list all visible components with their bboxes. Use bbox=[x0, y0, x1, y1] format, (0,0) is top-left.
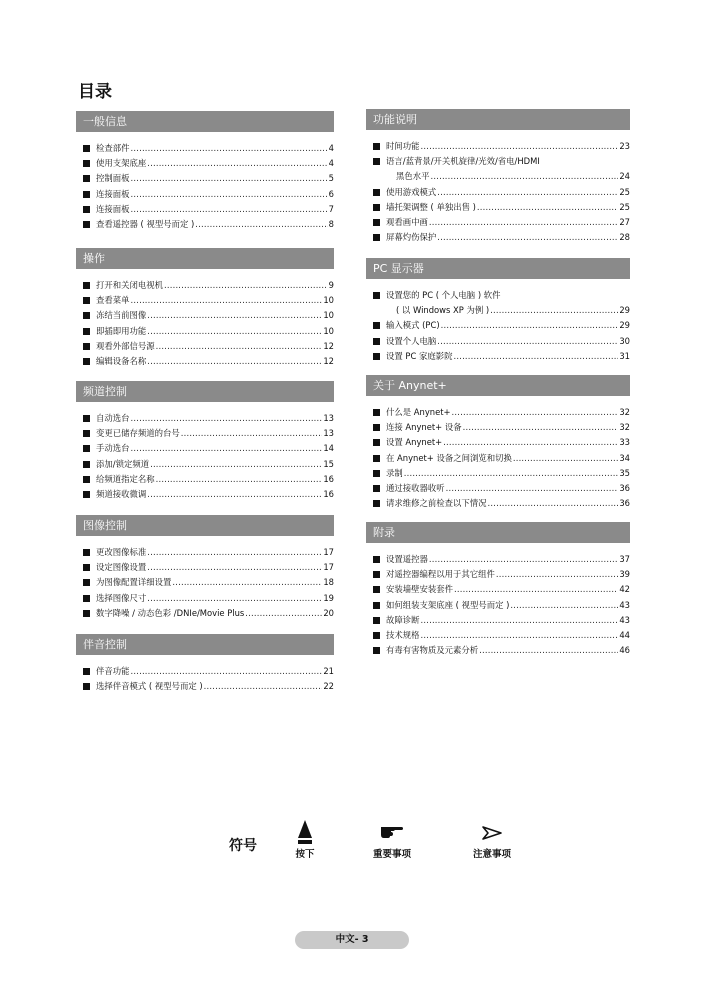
toc-entry[interactable] bbox=[386, 200, 630, 215]
square-bullet-icon bbox=[373, 189, 380, 196]
dot-leader bbox=[479, 643, 618, 658]
toc-list bbox=[386, 139, 630, 245]
toc-entry-title: 如何组装支架底座 ( 视型号而定 ) bbox=[386, 599, 510, 610]
dot-leader bbox=[147, 591, 322, 606]
toc-entry-page: 36 bbox=[619, 498, 630, 509]
square-bullet-icon bbox=[83, 476, 90, 483]
toc-entry-title: 设置 Anynet+ bbox=[386, 437, 443, 448]
toc-entry-page: 21 bbox=[323, 666, 334, 676]
dot-leader bbox=[477, 200, 618, 215]
toc-entry[interactable] bbox=[96, 487, 334, 502]
toc-entry-title: 给频道指定名称 bbox=[96, 473, 155, 484]
toc-entry-page: 32 bbox=[619, 422, 630, 433]
square-bullet-icon bbox=[373, 322, 380, 329]
toc-entry-title: 使用支架底座 bbox=[96, 158, 147, 169]
dot-leader bbox=[446, 481, 619, 496]
square-bullet-icon bbox=[373, 571, 380, 578]
press-label: 按下 bbox=[295, 849, 315, 860]
toc-entry[interactable] bbox=[386, 349, 630, 364]
dot-leader bbox=[147, 487, 322, 502]
toc-entry[interactable] bbox=[96, 545, 334, 560]
toc-entry-title: 自动选台 bbox=[96, 413, 130, 423]
toc-entry-page: 46 bbox=[619, 645, 630, 656]
toc-entry-title: 时间功能 bbox=[386, 141, 420, 151]
dot-leader bbox=[421, 139, 619, 154]
toc-entry[interactable] bbox=[96, 426, 334, 441]
square-bullet-icon bbox=[373, 586, 380, 593]
toc-entry-page: 17 bbox=[323, 547, 334, 557]
dot-leader bbox=[131, 141, 328, 156]
square-bullet-icon bbox=[373, 485, 380, 492]
toc-entry-title: 添加/锁定频道 bbox=[96, 458, 150, 469]
square-bullet-icon bbox=[83, 461, 90, 468]
toc-entry-page: 25 bbox=[619, 186, 630, 197]
toc-entry[interactable] bbox=[96, 411, 334, 426]
toc-entry-page: 29 bbox=[619, 305, 630, 316]
toc-entry-title: 什么是 Anynet+ bbox=[386, 407, 451, 417]
toc-entry-page: 10 bbox=[323, 295, 334, 306]
toc-entry-page: 23 bbox=[619, 141, 630, 151]
toc-entry-page: 16 bbox=[323, 473, 334, 484]
toc-entry-title: 观看外部信号源 bbox=[96, 340, 155, 351]
square-bullet-icon bbox=[373, 219, 380, 226]
square-bullet-icon bbox=[83, 221, 90, 228]
dot-leader bbox=[172, 575, 322, 590]
toc-entry[interactable] bbox=[386, 628, 630, 643]
toc-entry-title: 设置遥控器 bbox=[386, 554, 428, 564]
toc-entry-title: 技术规格 bbox=[386, 629, 420, 640]
dot-leader bbox=[429, 552, 618, 567]
symbols-label: 符号 bbox=[229, 838, 257, 854]
dot-leader bbox=[164, 278, 328, 293]
dot-leader bbox=[488, 496, 619, 511]
pointing-hand-icon bbox=[364, 818, 420, 846]
toc-entry-title: 黑色水平 bbox=[396, 171, 430, 182]
toc-entry-title: 设置个人电脑 bbox=[386, 335, 437, 346]
toc-entry-title: 有毒有害物质及元素分析 bbox=[386, 645, 479, 656]
square-bullet-icon bbox=[373, 353, 380, 360]
toc-entry-page: 16 bbox=[323, 488, 334, 499]
toc-entry-page: 27 bbox=[619, 216, 630, 227]
toc-entry[interactable] bbox=[386, 405, 630, 420]
section bbox=[366, 375, 630, 511]
square-bullet-icon bbox=[373, 556, 380, 563]
dot-leader bbox=[147, 156, 327, 171]
square-bullet-icon bbox=[83, 175, 90, 182]
note-label: 注意事项 bbox=[472, 849, 511, 860]
square-bullet-icon bbox=[83, 683, 90, 690]
toc-entry-title: 故障诊断 bbox=[386, 614, 420, 625]
toc-entry[interactable] bbox=[96, 472, 334, 487]
square-bullet-icon bbox=[373, 500, 380, 507]
toc-list bbox=[96, 278, 334, 369]
toc-entry-page: 4 bbox=[328, 143, 334, 153]
dot-leader bbox=[441, 318, 619, 333]
toc-entry-title: 频道接收微调 bbox=[96, 488, 147, 499]
toc-entry-title: 连接 Anynet+ 设备 bbox=[386, 422, 462, 433]
toc-entry-title: 查看菜单 bbox=[96, 295, 130, 306]
square-bullet-icon bbox=[373, 204, 380, 211]
toc-entry[interactable] bbox=[386, 303, 630, 318]
square-bullet-icon bbox=[373, 602, 380, 609]
toc-entry-page: 28 bbox=[619, 232, 630, 243]
dot-leader bbox=[147, 308, 322, 323]
toc-entry[interactable] bbox=[96, 560, 334, 575]
section bbox=[76, 515, 334, 621]
press-triangle-icon bbox=[284, 818, 326, 846]
dot-leader bbox=[421, 613, 619, 628]
toc-entry-title: 选择伴音模式 ( 视型号而定 ) bbox=[96, 681, 203, 692]
toc-entry-page: 44 bbox=[619, 629, 630, 640]
toc-list bbox=[96, 141, 334, 232]
toc-entry[interactable] bbox=[96, 293, 334, 308]
dot-leader bbox=[431, 169, 619, 184]
toc-entry-title: 屏幕灼伤保护 bbox=[386, 232, 437, 243]
square-bullet-icon bbox=[83, 358, 90, 365]
important-label: 重要事项 bbox=[372, 849, 411, 860]
toc-entry[interactable] bbox=[96, 217, 334, 232]
toc-entry[interactable] bbox=[96, 278, 334, 293]
dot-leader bbox=[463, 420, 619, 435]
square-bullet-icon bbox=[83, 445, 90, 452]
toc-entry[interactable] bbox=[386, 169, 630, 184]
toc-entry-title: 变更已储存频道的台号 bbox=[96, 428, 180, 439]
toc-entry-page: 34 bbox=[619, 452, 630, 463]
square-bullet-icon bbox=[83, 415, 90, 422]
toc-list bbox=[96, 545, 334, 621]
toc-entry[interactable] bbox=[386, 481, 630, 496]
toc-entry-page: 29 bbox=[619, 320, 630, 331]
toc-entry-page: 22 bbox=[323, 681, 334, 692]
toc-entry-page: 4 bbox=[328, 158, 334, 169]
toc-entry[interactable] bbox=[386, 598, 630, 613]
toc-entry[interactable] bbox=[386, 613, 630, 628]
toc-entry-title: 通过接收器收听 bbox=[386, 482, 445, 493]
dot-leader bbox=[131, 202, 328, 217]
toc-entry[interactable] bbox=[96, 187, 334, 202]
toc-list bbox=[386, 405, 630, 511]
toc-entry-page: 6 bbox=[328, 188, 334, 199]
toc-entry-title: 观看画中画 bbox=[386, 216, 428, 227]
section-header: 操作 bbox=[76, 248, 334, 269]
toc-entry-title: 在 Anynet+ 设备之间浏览和切换 bbox=[386, 452, 512, 463]
toc-entry-title: 安装墙壁安装套件 bbox=[386, 584, 453, 595]
square-bullet-icon bbox=[83, 595, 90, 602]
page-number: 中文- 3 bbox=[295, 931, 409, 949]
square-bullet-icon bbox=[83, 491, 90, 498]
toc-entry-title: 检查部件 bbox=[96, 143, 130, 153]
square-bullet-icon bbox=[83, 328, 90, 335]
toc-entry[interactable] bbox=[96, 141, 334, 156]
dot-leader bbox=[156, 472, 323, 487]
toc-entry-page: 33 bbox=[619, 437, 630, 448]
toc-entry[interactable] bbox=[96, 679, 334, 694]
square-bullet-icon bbox=[83, 564, 90, 571]
square-bullet-icon bbox=[373, 143, 380, 150]
toc-entry[interactable] bbox=[386, 643, 630, 658]
dot-leader bbox=[443, 435, 618, 450]
toc-entry-title: 语言/蓝背景/开关机旋律/光效/省电/HDMI bbox=[386, 156, 540, 167]
square-bullet-icon bbox=[373, 424, 380, 431]
dot-leader bbox=[245, 606, 322, 621]
toc-entry[interactable] bbox=[386, 420, 630, 435]
toc-entry[interactable] bbox=[96, 156, 334, 171]
toc-entry-title: ( 以 Windows XP 为例 ) bbox=[396, 305, 490, 316]
square-bullet-icon bbox=[83, 668, 90, 675]
toc-entry-title: 设置 PC 家庭影院 bbox=[386, 350, 453, 361]
toc-entry-page: 8 bbox=[328, 218, 334, 229]
square-bullet-icon bbox=[83, 430, 90, 437]
toc-entry[interactable] bbox=[96, 606, 334, 621]
dot-leader bbox=[421, 628, 619, 643]
toc-entry[interactable] bbox=[386, 496, 630, 511]
toc-entry-title: 手动选台 bbox=[96, 443, 130, 454]
toc-entry-title: 伴音功能 bbox=[96, 666, 130, 676]
toc-list bbox=[96, 664, 334, 694]
section-header: 关于 Anynet+ bbox=[366, 375, 630, 396]
arrowhead-icon bbox=[464, 818, 520, 846]
dot-leader bbox=[453, 349, 618, 364]
dot-leader bbox=[452, 405, 619, 420]
toc-entry-page: 19 bbox=[323, 592, 334, 603]
toc-entry-page: 18 bbox=[323, 577, 334, 588]
section-header: 频道控制 bbox=[76, 381, 334, 402]
dot-leader bbox=[131, 187, 328, 202]
toc-entry-page: 43 bbox=[619, 599, 630, 610]
toc-entry[interactable] bbox=[96, 354, 334, 369]
section bbox=[366, 258, 630, 364]
toc-entry-title: 控制面板 bbox=[96, 173, 130, 184]
toc-entry-title: 墙托架调整 ( 单独出售 ) bbox=[386, 201, 476, 212]
toc-entry[interactable] bbox=[96, 591, 334, 606]
dot-leader bbox=[204, 679, 323, 694]
toc-entry-page: 5 bbox=[328, 173, 334, 184]
toc-entry[interactable] bbox=[386, 582, 630, 597]
toc-entry-page: 12 bbox=[323, 355, 334, 366]
toc-entry-title: 设置您的 PC ( 个人电脑 ) 软件 bbox=[386, 290, 501, 300]
toc-entry[interactable] bbox=[386, 435, 630, 450]
toc-list bbox=[386, 288, 630, 364]
square-bullet-icon bbox=[373, 338, 380, 345]
toc-entry-title: 打开和关闭电视机 bbox=[96, 280, 163, 290]
toc-entry[interactable] bbox=[96, 575, 334, 590]
square-bullet-icon bbox=[373, 632, 380, 639]
dot-leader bbox=[513, 451, 618, 466]
section bbox=[76, 248, 334, 369]
dot-leader bbox=[496, 567, 618, 582]
toc-entry-title: 连接面板 bbox=[96, 203, 130, 214]
toc-entry-title: 使用游戏模式 bbox=[386, 186, 437, 197]
toc-entry[interactable] bbox=[96, 457, 334, 472]
toc-entry[interactable] bbox=[386, 139, 630, 154]
toc-entry-title: 为图像配置详细设置 bbox=[96, 577, 172, 588]
toc-entry-page: 32 bbox=[619, 407, 630, 417]
dot-leader bbox=[454, 582, 618, 597]
toc-entry-page: 30 bbox=[619, 335, 630, 346]
toc-entry[interactable] bbox=[96, 308, 334, 323]
section-header: 功能说明 bbox=[366, 109, 630, 130]
square-bullet-icon bbox=[83, 160, 90, 167]
dot-leader bbox=[131, 441, 323, 456]
toc-entry-page: 17 bbox=[323, 562, 334, 573]
toc-entry-title: 连接面板 bbox=[96, 188, 130, 199]
dot-leader bbox=[437, 185, 618, 200]
dot-leader bbox=[490, 303, 618, 318]
section-header: 图像控制 bbox=[76, 515, 334, 536]
toc-entry[interactable] bbox=[96, 339, 334, 354]
dot-leader bbox=[147, 545, 322, 560]
toc-entry-title: 编辑设备名称 bbox=[96, 355, 147, 366]
square-bullet-icon bbox=[83, 579, 90, 586]
square-bullet-icon bbox=[83, 191, 90, 198]
dot-leader bbox=[195, 217, 327, 232]
toc-entry[interactable] bbox=[96, 171, 334, 186]
section bbox=[76, 381, 334, 502]
toc-entry[interactable] bbox=[386, 154, 630, 169]
square-bullet-icon bbox=[373, 158, 380, 165]
toc-entry-page: 42 bbox=[619, 584, 630, 595]
toc-entry-page: 20 bbox=[323, 607, 334, 618]
square-bullet-icon bbox=[83, 610, 90, 617]
section bbox=[76, 634, 334, 694]
toc-entry-page: 12 bbox=[323, 340, 334, 351]
toc-entry[interactable] bbox=[96, 324, 334, 339]
dot-leader bbox=[437, 230, 618, 245]
toc-entry-page: 31 bbox=[619, 350, 630, 361]
toc-entry-page: 15 bbox=[323, 458, 334, 469]
square-bullet-icon bbox=[83, 206, 90, 213]
toc-entry-page: 13 bbox=[323, 428, 334, 439]
toc-entry[interactable] bbox=[386, 552, 630, 567]
dot-leader bbox=[437, 334, 618, 349]
toc-entry-title: 对遥控器编程以用于其它组件 bbox=[386, 569, 495, 580]
toc-entry-page: 14 bbox=[323, 443, 334, 454]
dot-leader bbox=[131, 411, 323, 426]
square-bullet-icon bbox=[83, 549, 90, 556]
toc-entry-page: 9 bbox=[328, 280, 334, 290]
dot-leader bbox=[404, 466, 619, 481]
toc-entry-title: 更改图像标准 bbox=[96, 547, 147, 557]
toc-entry[interactable] bbox=[96, 441, 334, 456]
toc-entry[interactable] bbox=[386, 318, 630, 333]
toc-entry-title: 输入模式 (PC) bbox=[386, 320, 440, 331]
toc-entry[interactable] bbox=[386, 334, 630, 349]
toc-entry[interactable] bbox=[386, 215, 630, 230]
toc-entry-title: 即插即用功能 bbox=[96, 325, 147, 336]
dot-leader bbox=[150, 457, 322, 472]
dot-leader bbox=[131, 664, 323, 679]
toc-entry[interactable] bbox=[386, 230, 630, 245]
square-bullet-icon bbox=[83, 145, 90, 152]
square-bullet-icon bbox=[373, 617, 380, 624]
toc-entry-page: 10 bbox=[323, 310, 334, 321]
toc-entry-page: 36 bbox=[619, 482, 630, 493]
section-header: 一般信息 bbox=[76, 111, 334, 132]
toc-entry-page: 39 bbox=[619, 569, 630, 580]
important-symbol bbox=[364, 818, 420, 860]
dot-leader bbox=[429, 215, 618, 230]
square-bullet-icon bbox=[373, 647, 380, 654]
dot-leader bbox=[181, 426, 323, 441]
toc-entry[interactable] bbox=[96, 202, 334, 217]
toc-entry[interactable] bbox=[386, 567, 630, 582]
square-bullet-icon bbox=[83, 297, 90, 304]
square-bullet-icon bbox=[83, 312, 90, 319]
toc-list bbox=[386, 552, 630, 658]
toc-list bbox=[96, 411, 334, 502]
section bbox=[366, 522, 630, 658]
toc-entry-page: 13 bbox=[323, 413, 334, 423]
square-bullet-icon bbox=[373, 234, 380, 241]
square-bullet-icon bbox=[373, 292, 380, 299]
toc-entry-title: 选择图像尺寸 bbox=[96, 592, 147, 603]
section-header: 附录 bbox=[366, 522, 630, 543]
square-bullet-icon bbox=[373, 409, 380, 416]
toc-entry-title: 查看遥控器 ( 视型号而定 ) bbox=[96, 218, 195, 229]
toc-entry[interactable] bbox=[96, 664, 334, 679]
toc-entry-page: 25 bbox=[619, 201, 630, 212]
toc-entry[interactable] bbox=[386, 185, 630, 200]
dot-leader bbox=[147, 354, 322, 369]
press-symbol bbox=[284, 818, 326, 860]
dot-leader bbox=[131, 171, 328, 186]
toc-entry-page: 35 bbox=[619, 467, 630, 478]
toc-entry-page: 7 bbox=[328, 203, 334, 214]
square-bullet-icon bbox=[373, 439, 380, 446]
toc-entry[interactable] bbox=[386, 451, 630, 466]
toc-entry-title: 录制 bbox=[386, 467, 403, 478]
dot-leader bbox=[131, 293, 323, 308]
toc-entry-page: 43 bbox=[619, 614, 630, 625]
section bbox=[366, 109, 630, 245]
section bbox=[76, 111, 334, 232]
square-bullet-icon bbox=[83, 343, 90, 350]
dot-leader bbox=[156, 339, 323, 354]
toc-entry-title: 冻结当前图像 bbox=[96, 310, 147, 321]
square-bullet-icon bbox=[83, 282, 90, 289]
square-bullet-icon bbox=[373, 455, 380, 462]
note-symbol bbox=[464, 818, 520, 860]
toc-entry-page: 37 bbox=[619, 554, 630, 564]
square-bullet-icon bbox=[373, 470, 380, 477]
toc-entry[interactable] bbox=[386, 466, 630, 481]
toc-entry-title: 请求维修之前检查以下情况 bbox=[386, 498, 487, 509]
toc-entry[interactable] bbox=[386, 288, 630, 303]
dot-leader bbox=[510, 598, 618, 613]
toc-entry-page: 24 bbox=[619, 171, 630, 182]
toc-entry-title: 设定图像设置 bbox=[96, 562, 147, 573]
toc-entry-title: 数字降噪 / 动态色彩 /DNIe/Movie Plus bbox=[96, 607, 245, 618]
page-title: 目录 bbox=[78, 82, 112, 102]
dot-leader bbox=[147, 560, 322, 575]
section-header: 伴音控制 bbox=[76, 634, 334, 655]
dot-leader bbox=[147, 324, 322, 339]
toc-entry-page: 10 bbox=[323, 325, 334, 336]
section-header: PC 显示器 bbox=[366, 258, 630, 279]
